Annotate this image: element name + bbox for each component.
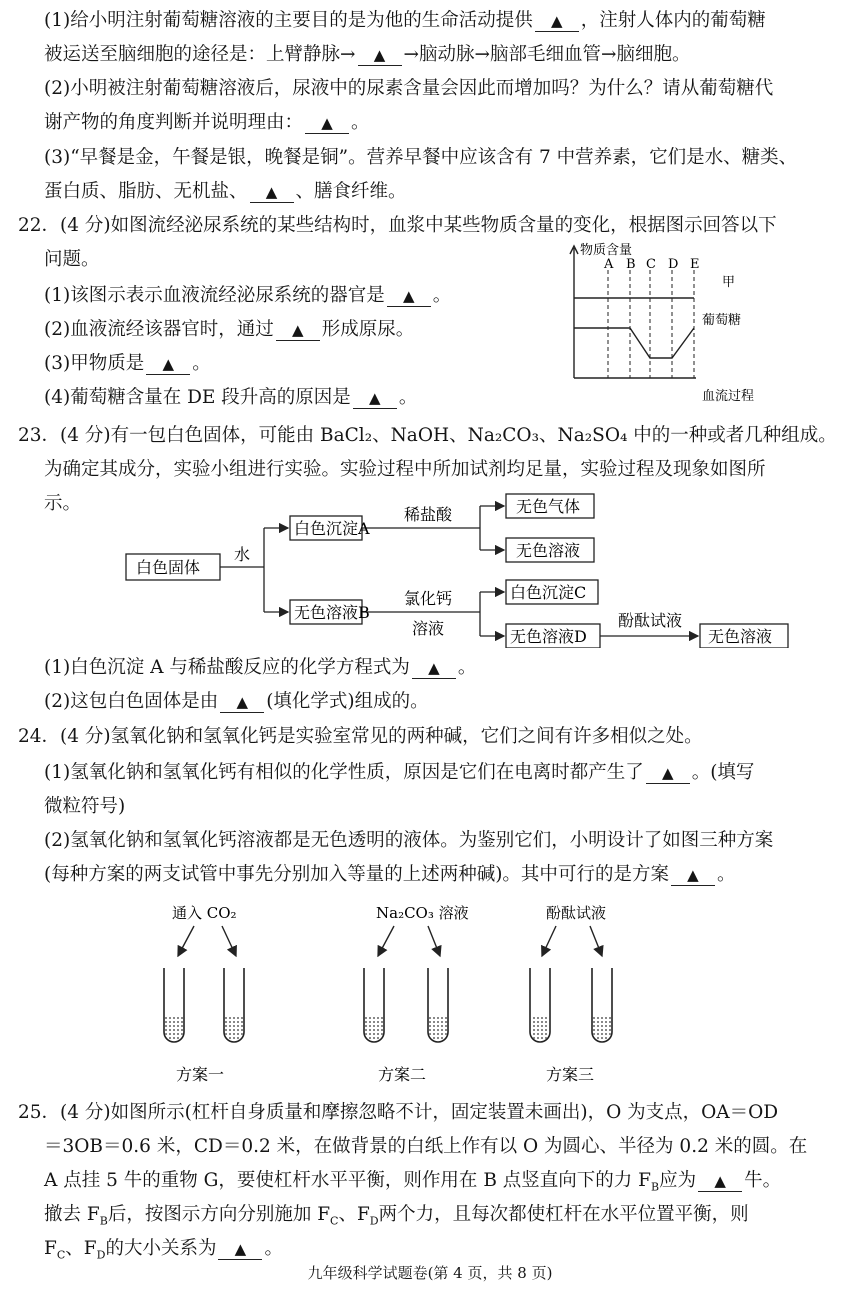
label-cacl2-1: 氯化钙: [404, 589, 453, 608]
scheme-3[interactable]: [530, 904, 612, 1084]
scheme-2-arrow-left: [378, 926, 394, 956]
text: (3)甲物质是: [44, 353, 145, 374]
triangle-icon: ▲: [402, 287, 415, 305]
text: (填化学式)组成的。: [266, 691, 429, 712]
q23-part-2: [44, 689, 429, 715]
answer-blank[interactable]: [387, 286, 431, 307]
scheme-2-reagent: Na₂CO₃ 溶液: [376, 904, 469, 922]
answer-blank[interactable]: [358, 45, 402, 66]
text: 。: [351, 112, 370, 133]
answer-blank[interactable]: [698, 1171, 742, 1192]
answer-blank[interactable]: [671, 865, 715, 886]
q24-line-5: [44, 862, 735, 888]
scheme-1-liquid-left: [165, 1016, 183, 1041]
label-final: 无色溶液: [708, 627, 773, 646]
subscript: C: [330, 1214, 339, 1228]
text: (1)给小明注射葡萄糖溶液的主要目的是为他的生命活动提供: [44, 10, 533, 31]
q24-test-tube-schemes: [0, 892, 860, 1092]
q21-line-6: [44, 179, 407, 205]
q21-line-3: (2)小明被注射葡萄糖溶液后，尿液中的尿素含量会因此而增加吗？为什么？请从葡萄糖代: [44, 78, 774, 99]
answer-blank[interactable]: [220, 692, 264, 713]
q24-line-2: [44, 760, 754, 786]
text: 牛。: [744, 1170, 782, 1191]
page-footer: 九年级科学试题卷(第 4 页，共 8 页): [307, 1264, 553, 1282]
q25-line-4: [44, 1202, 749, 1235]
text: (1)白色沉淀 A 与稀盐酸反应的化学方程式为: [44, 657, 410, 678]
q22-title: 22．(4 分)如图流经泌尿系统的某些结构时，血浆中某些物质含量的变化，根据图示回答以下: [18, 215, 777, 236]
text: 撤去 F: [44, 1204, 100, 1225]
text: 。: [457, 657, 477, 678]
series-2-label: 葡萄糖: [702, 313, 742, 328]
text: (2)血液流经该器官时，通过: [44, 319, 274, 340]
subscript: C: [56, 1248, 66, 1262]
q24-title: 24．(4 分)氢氧化钠和氢氧化钙是实验室常见的两种碱，它们之间有许多相似之处。: [18, 726, 703, 747]
scheme-2-liquid-right: [429, 1016, 447, 1041]
q24-line-3: 微粒符号): [44, 796, 126, 817]
scheme-3-liquid-left: [531, 1016, 549, 1041]
text: 。(填写: [691, 762, 755, 783]
text: 。: [398, 387, 418, 408]
text: 。: [264, 1238, 283, 1259]
scheme-2-name: 方案二: [378, 1065, 427, 1084]
text: 两个力，且每次都使杠杆在水平位置平衡，则: [378, 1204, 749, 1225]
text: 、F: [338, 1204, 370, 1225]
label-sol-b: 无色溶液B: [294, 603, 370, 622]
text: (1)该图示表示血液流经泌尿系统的器官是: [44, 285, 385, 306]
answer-blank[interactable]: [353, 388, 397, 409]
triangle-icon: ▲: [236, 693, 248, 711]
scheme-1[interactable]: [164, 904, 244, 1084]
answer-blank[interactable]: [276, 320, 320, 341]
text: →脑动脉→脑部毛细血管→脑细胞。: [403, 44, 691, 65]
scheme-1-name: 方案一: [176, 1065, 225, 1084]
point-label-e: E: [690, 257, 700, 272]
text: 蛋白质、脂肪、无机盐、: [44, 181, 248, 202]
triangle-icon: ▲: [373, 46, 386, 64]
scheme-3-liquid-right: [593, 1016, 611, 1041]
label-hcl: 稀盐酸: [404, 505, 453, 524]
label-cacl2-2: 溶液: [412, 619, 445, 638]
label-water: 水: [234, 545, 251, 564]
scheme-2-liquid-left: [365, 1016, 383, 1041]
q21-line-5: (3)“早餐是金，午餐是银，晚餐是铜”。营养早餐中应该含有 7 中营养素，它们是水、糖类、: [44, 147, 798, 168]
text: 的大小关系为: [105, 1238, 217, 1259]
text: 、F: [65, 1238, 97, 1259]
label-phenol: 酚酞试液: [618, 611, 683, 630]
q25-title: 25．(4 分)如图所示(杠杆自身质量和摩擦忽略不计，固定装置未画出)，O 为支点，OA＝OD: [18, 1102, 779, 1123]
subscript: B: [99, 1214, 108, 1228]
text: (1)氢氧化钠和氢氧化钙有相似的化学性质，原因是它们在电离时都产生了: [44, 762, 644, 783]
triangle-icon: ▲: [661, 764, 674, 782]
scheme-3-arrow-right: [590, 926, 602, 956]
label-sol1: 无色溶液: [516, 541, 581, 560]
text: 。: [192, 353, 211, 374]
text: (2)这包白色固体是由: [44, 691, 219, 712]
series-1-label: 甲: [722, 275, 736, 290]
answer-blank[interactable]: [646, 763, 690, 784]
text: (每种方案的两支试管中事先分别加入等量的上述两种碱)。其中可行的是方案: [44, 864, 669, 885]
text: 谢产物的角度判断并说明理由：: [44, 112, 304, 133]
triangle-icon: ▲: [291, 321, 304, 339]
triangle-icon: ▲: [428, 659, 440, 677]
answer-blank[interactable]: [305, 113, 349, 134]
text: 后，按图示方向分别施加 F: [107, 1204, 331, 1225]
label-ppt-a: 白色沉淀A: [294, 519, 370, 538]
q25-line-3: [44, 1168, 781, 1201]
scheme-3-arrow-left: [542, 926, 556, 956]
scheme-1-reagent: 通入 CO₂: [172, 904, 237, 922]
y-axis-label: 物质含量: [580, 243, 633, 258]
q23-line-2: 为确定其成分，实验小组进行实验。实验过程中所加试剂均足量，实验过程及现象如图所: [44, 459, 766, 480]
text: 。: [432, 285, 452, 306]
answer-blank[interactable]: [146, 354, 190, 375]
text: A 点挂 5 牛的重物 G，要使杠杆水平平衡，则作用在 B 点竖直向下的力 F: [44, 1170, 652, 1191]
label-ppt-c: 白色沉淀C: [510, 583, 587, 602]
q22-line-2: 问题。: [44, 249, 100, 270]
label-start: 白色固体: [136, 558, 201, 577]
answer-blank[interactable]: [218, 1239, 262, 1260]
q22-part-1: [44, 283, 451, 309]
x-axis-label: 血流过程: [702, 389, 755, 404]
q21-line-4: [44, 110, 370, 136]
q25-line-2: ＝3OB＝0.6 米，CD＝0.2 米，在做背景的白纸上作有以 O 为圆心、半径为 0.2 米的圆。在: [44, 1136, 808, 1157]
q21-line-2: [44, 42, 691, 68]
scheme-1-arrow-right: [222, 926, 236, 956]
q23-experiment-flowchart: [0, 488, 860, 648]
q22-part-4: [44, 385, 417, 411]
text: 应为: [659, 1170, 697, 1191]
point-label-d: D: [668, 257, 679, 272]
scheme-2[interactable]: [364, 904, 469, 1084]
text: 。: [716, 864, 736, 885]
text: (4)葡萄糖含量在 DE 段升高的原因是: [44, 387, 351, 408]
text: 被运送至脑细胞的途径是：上臂静脉→: [44, 44, 356, 65]
label-gas: 无色气体: [516, 497, 581, 516]
triangle-icon: ▲: [265, 183, 278, 201]
triangle-icon: ▲: [550, 12, 563, 30]
triangle-icon: ▲: [162, 355, 174, 373]
scheme-3-name: 方案三: [546, 1065, 595, 1084]
point-label-a: A: [604, 257, 614, 272]
text: 、膳食纤维。: [295, 181, 407, 202]
triangle-icon: ▲: [714, 1172, 726, 1190]
label-sol-d: 无色溶液D: [510, 627, 587, 646]
triangle-icon: ▲: [321, 114, 333, 132]
subscript: B: [651, 1180, 660, 1194]
subscript: D: [96, 1248, 106, 1262]
triangle-icon: ▲: [687, 866, 699, 884]
point-label-b: B: [626, 257, 636, 272]
text: F: [44, 1238, 57, 1259]
q21-line-1: [44, 8, 766, 34]
q22-part-3: [44, 351, 211, 377]
scheme-1-arrow-left: [178, 926, 194, 956]
answer-blank[interactable]: [535, 11, 579, 32]
text: ，注射人体内的葡萄糖: [580, 10, 766, 31]
q23-part-1: [44, 655, 476, 681]
subscript: D: [369, 1214, 379, 1228]
q23-line-3: 示。: [44, 493, 82, 514]
q23-title: 23．(4 分)有一包白色固体，可能由 BaCl₂、NaOH、Na₂CO₃、Na₂SO₄ 中的一种或者几种组成。: [18, 425, 837, 446]
scheme-3-reagent: 酚酞试液: [546, 904, 607, 922]
triangle-icon: ▲: [369, 389, 381, 407]
point-label-c: C: [646, 257, 656, 272]
text: 形成原尿。: [321, 319, 415, 340]
q24-line-4: (2)氢氧化钠和氢氧化钙溶液都是无色透明的液体。为鉴别它们，小明设计了如图三种方案: [44, 830, 774, 851]
triangle-icon: ▲: [234, 1240, 247, 1258]
answer-blank[interactable]: [250, 182, 294, 203]
q22-substance-graph: [560, 240, 790, 408]
series-2-line: [574, 328, 694, 358]
scheme-2-arrow-right: [428, 926, 440, 956]
answer-blank[interactable]: [412, 658, 456, 679]
q22-part-2: [44, 317, 414, 343]
scheme-1-liquid-right: [225, 1016, 243, 1041]
